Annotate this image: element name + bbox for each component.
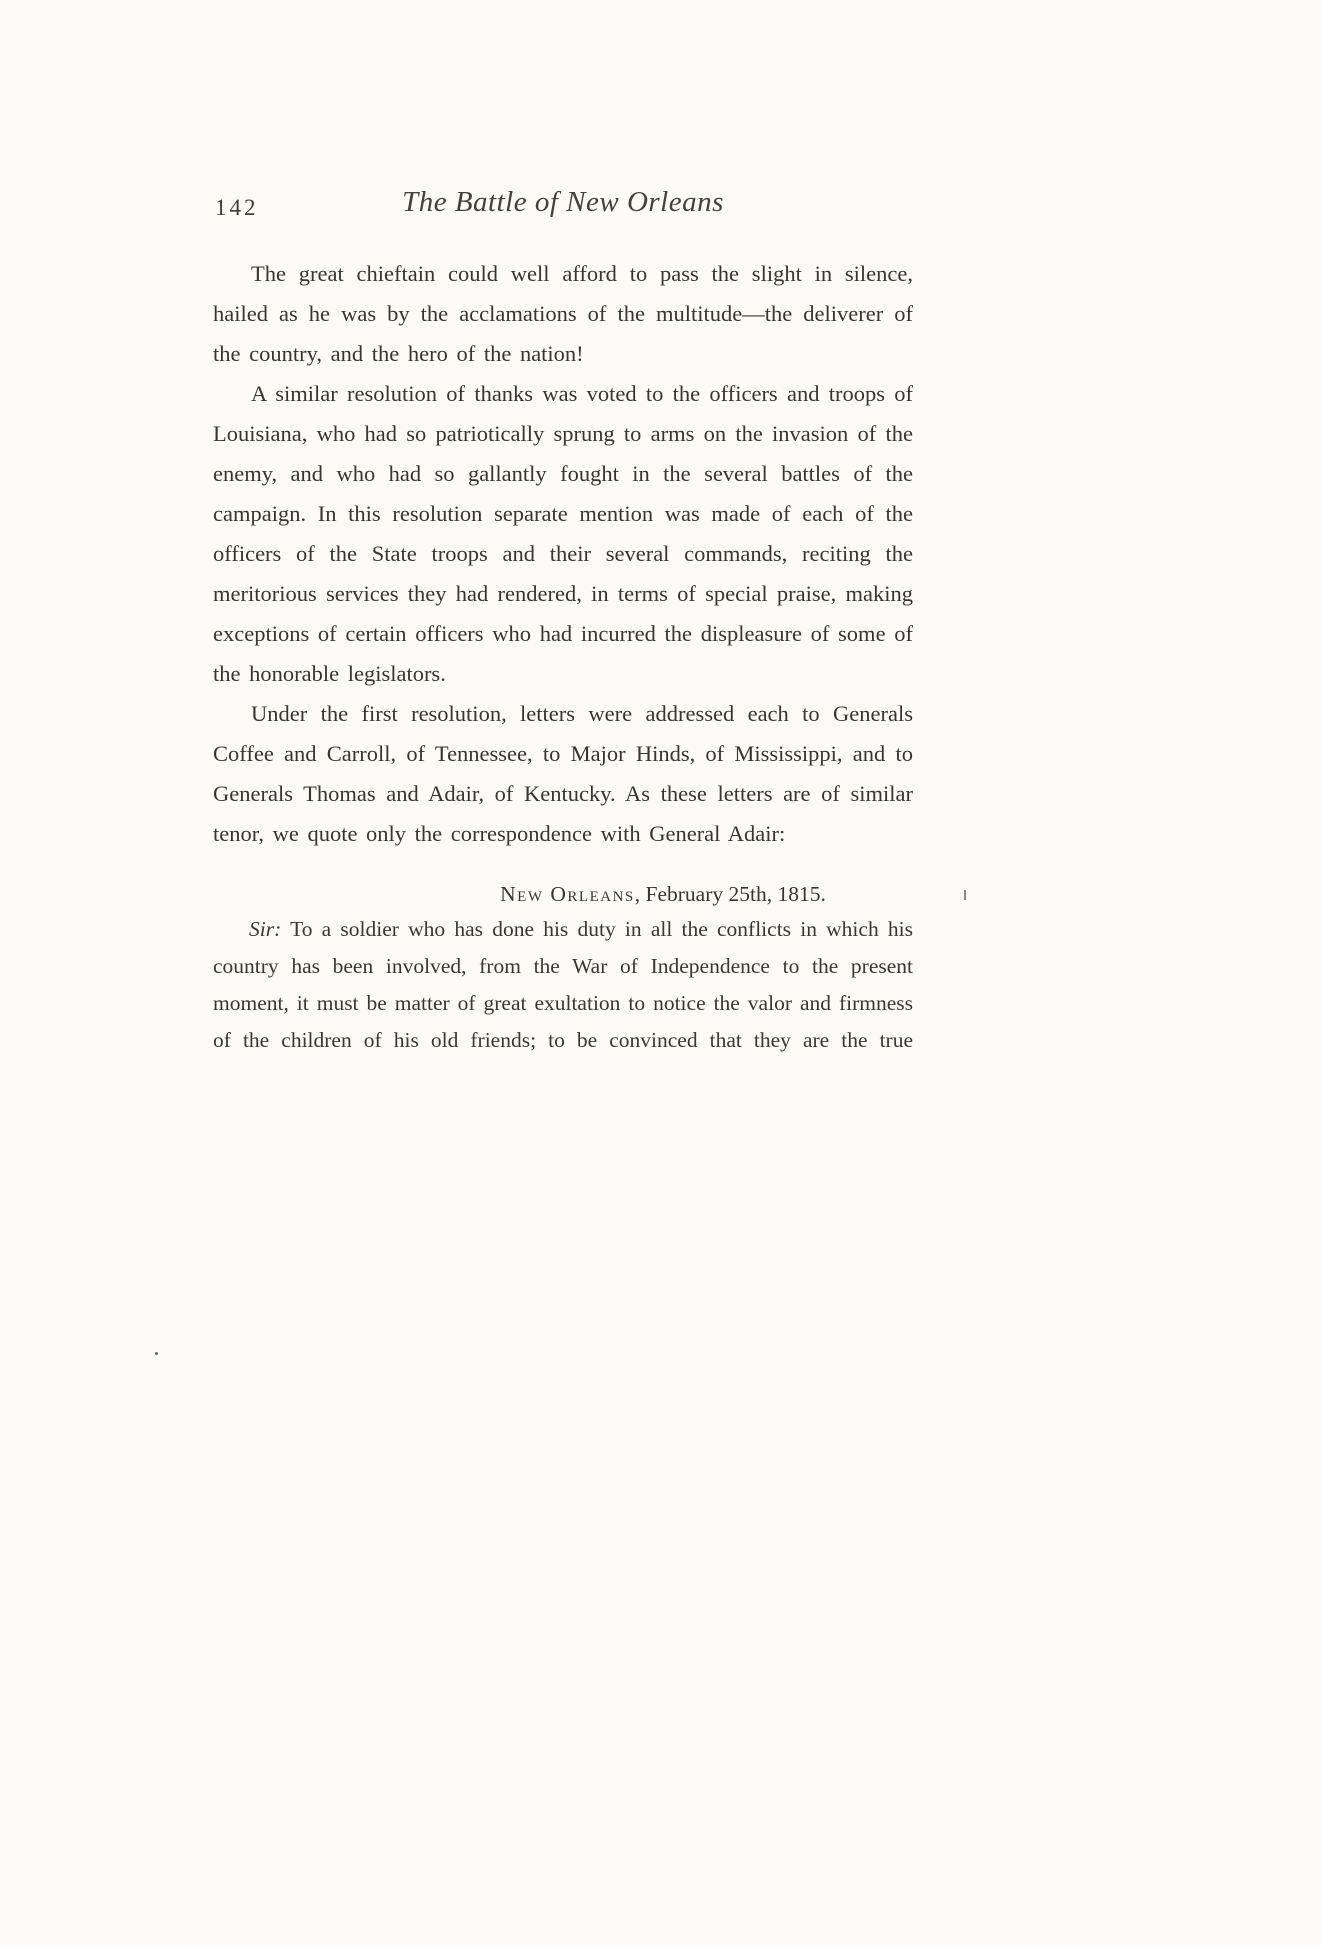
page-content (213, 186, 913, 1059)
page-number: 142 (215, 195, 259, 220)
scan-artifact-dot (155, 1352, 158, 1355)
scan-artifact-mark (964, 890, 966, 900)
letter-dateline-date: , February 25th, 1815. (634, 882, 826, 906)
body-paragraph-2: A similar resolution of thanks was voted to the officers and troops of Louisiana, who had so patriotically sprung to arms on the invasion of the enemy, and who had so gallantly fought in the several battles of the campaign. In this resolution separate mention was made of each of the officers of the State troops and their several commands, reciting the meritorious services they had rendered, in terms of special praise, making exceptions of certain officers who had incurred the displeasure of some of the honorable legislators. (213, 381, 913, 686)
running-title: The Battle of New Orleans (402, 186, 724, 218)
body-paragraph-1: The great chieftain could well afford to pass the slight in silence, hailed as he was by the acclamations of the multitude—the deliverer of the country, and the hero of the nation! (213, 261, 913, 366)
letter-salutation: Sir: (249, 917, 282, 941)
page-body (213, 254, 913, 1059)
letter-paragraph (213, 911, 913, 1059)
letter-block (213, 882, 913, 1059)
letter-body-text: To a soldier who has done his duty in all the conflicts in which his country has been involved, from the War of Independence to the present moment, it must be matter of great exultation to notice the valor and firmness of the children of his old friends; to be convinced that they are the true (213, 917, 913, 1052)
page-header (213, 186, 913, 232)
letter-dateline (213, 882, 913, 907)
letter-dateline-place: New Orleans (500, 882, 635, 906)
body-paragraph-3: Under the first resolution, letters were addressed each to Generals Coffee and Carroll, of Tennessee, to Major Hinds, of Mississippi, and to Generals Thomas and Adair, of Kentucky. As these letters are of similar tenor, we quote only the correspondence with General Adair: (213, 701, 913, 846)
